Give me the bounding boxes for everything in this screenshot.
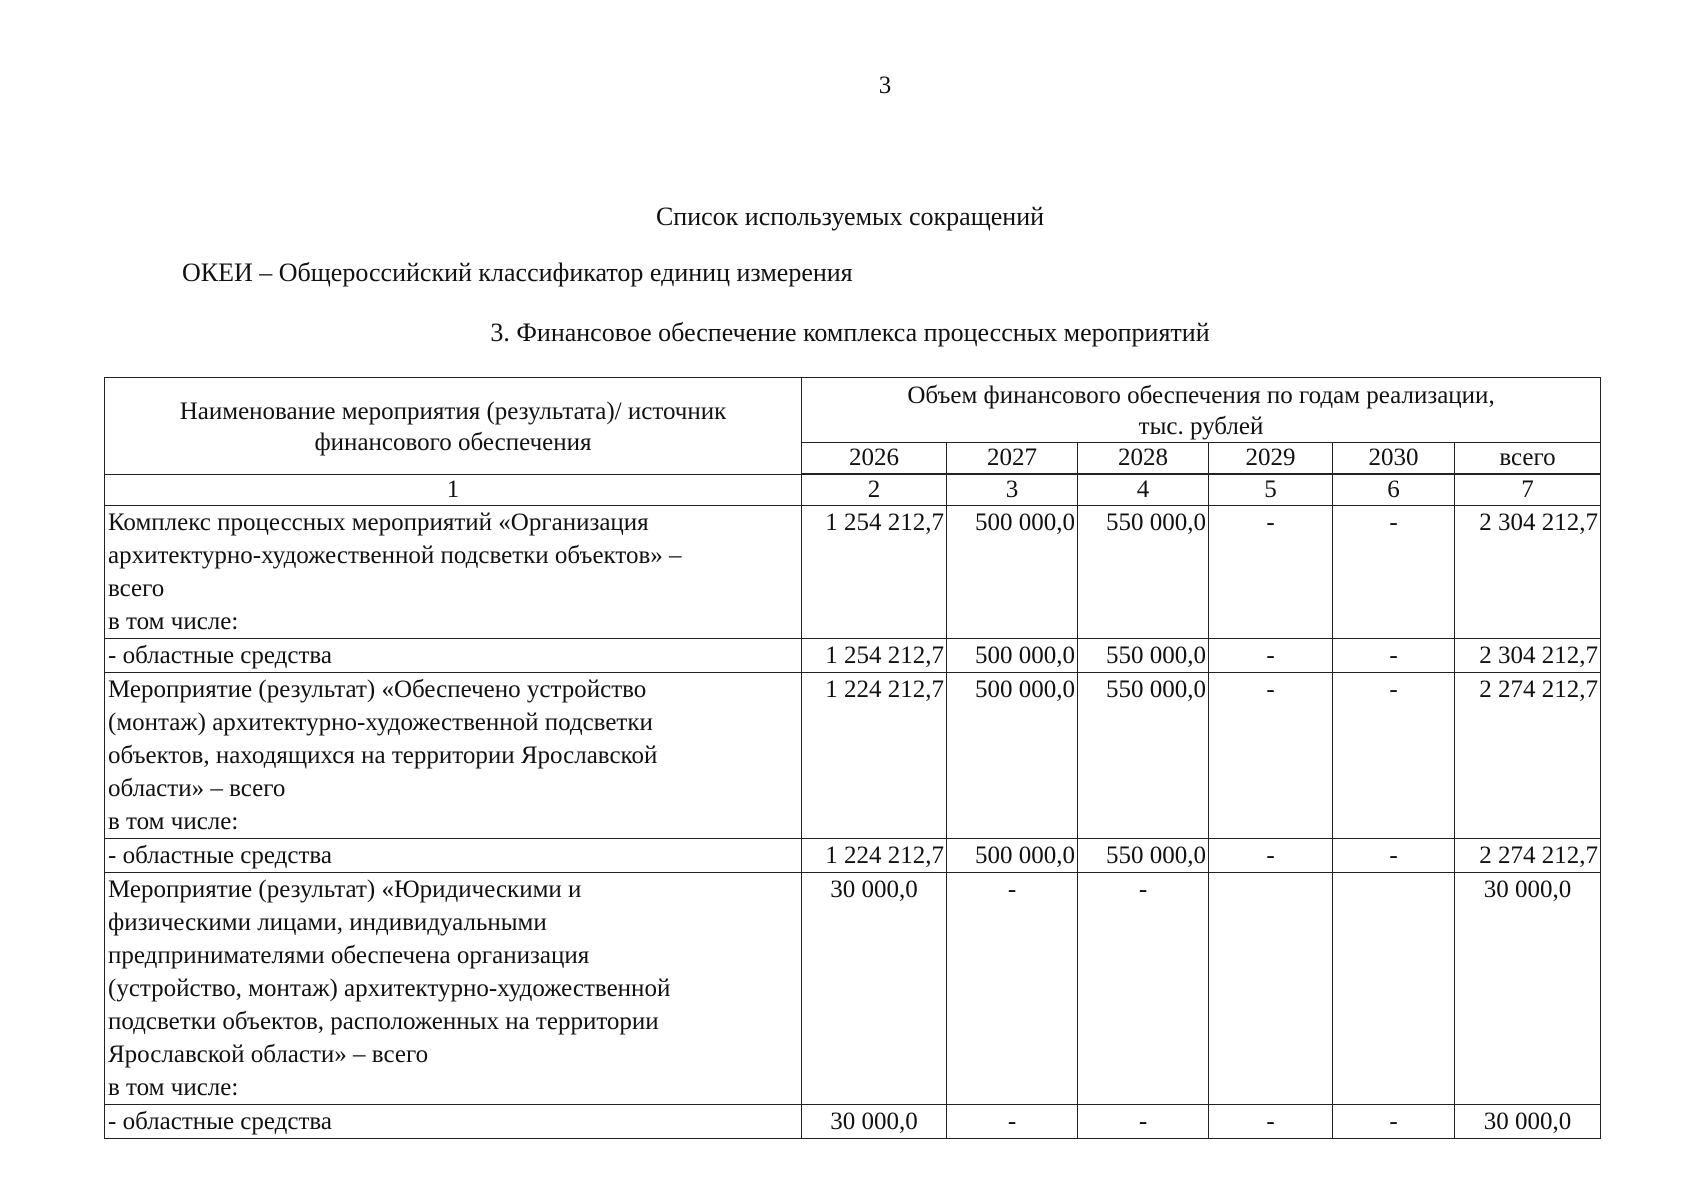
value-2030: -: [1333, 673, 1455, 839]
year-2027: 2027: [947, 443, 1078, 475]
year-2030: 2030: [1333, 443, 1455, 475]
value-2030: -: [1333, 639, 1455, 673]
row-name: - областные средства: [105, 1105, 802, 1139]
value-2029: [1209, 873, 1333, 1105]
column-number: 2: [802, 474, 947, 506]
financing-table: [104, 377, 1601, 1139]
value-total: 2 304 212,7: [1455, 639, 1601, 673]
column-number: 7: [1455, 474, 1601, 506]
abbreviation-okei: ОКЕИ – Общероссийский классификатор единиц измерения: [182, 258, 853, 287]
abbreviations-heading: Список используемых сокращений: [655, 202, 1045, 231]
table-row: [105, 873, 1601, 1105]
value-2028: 550 000,0: [1078, 506, 1209, 639]
value-2030: [1333, 873, 1455, 1105]
value-2029: -: [1209, 639, 1333, 673]
column-number: 5: [1209, 474, 1333, 506]
value-2026: 30 000,0: [802, 873, 947, 1105]
column-number: 6: [1333, 474, 1455, 506]
year-total: всего: [1455, 443, 1601, 475]
row-name: Комплекс процессных мероприятий «Организация архитектурно-художественной подсветки объектов» – всего в том числе:: [105, 506, 802, 639]
value-2029: -: [1209, 506, 1333, 639]
value-total: 2 304 212,7: [1455, 506, 1601, 639]
table-row: [105, 506, 1601, 639]
header-volume-cell: Объем финансового обеспечения по годам реализации, тыс. рублей: [802, 378, 1601, 443]
value-2030: -: [1333, 506, 1455, 639]
value-2029: -: [1209, 1105, 1333, 1139]
value-2030: -: [1333, 839, 1455, 873]
value-2026: 1 224 212,7: [802, 673, 947, 839]
value-2030: -: [1333, 1105, 1455, 1139]
section-title: 3. Финансовое обеспечение комплекса процессных мероприятий: [490, 318, 1210, 347]
column-number: 3: [947, 474, 1078, 506]
value-2026: 1 254 212,7: [802, 506, 947, 639]
row-name: - областные средства: [105, 839, 802, 873]
table-row: [105, 1105, 1601, 1139]
year-2029: 2029: [1209, 443, 1333, 475]
table-row: [105, 673, 1601, 839]
year-2028: 2028: [1078, 443, 1209, 475]
value-2027: 500 000,0: [947, 839, 1078, 873]
value-2028: -: [1078, 873, 1209, 1105]
value-2026: 30 000,0: [802, 1105, 947, 1139]
value-2029: -: [1209, 839, 1333, 873]
value-2028: 550 000,0: [1078, 839, 1209, 873]
value-total: 30 000,0: [1455, 873, 1601, 1105]
year-2026: 2026: [802, 443, 947, 475]
table-header-row: [105, 378, 1601, 443]
table-row: [105, 639, 1601, 673]
value-2027: 500 000,0: [947, 673, 1078, 839]
row-name: Мероприятие (результат) «Обеспечено устройство (монтаж) архитектурно-художественной подсветки объектов, находящихся на территории Ярославской области» – всего в том числе:: [105, 673, 802, 839]
value-2027: 500 000,0: [947, 639, 1078, 673]
value-total: 30 000,0: [1455, 1105, 1601, 1139]
page-number: 3: [878, 72, 892, 99]
value-total: 2 274 212,7: [1455, 839, 1601, 873]
column-number: 1: [105, 474, 802, 506]
row-name: Мероприятие (результат) «Юридическими и физическими лицами, индивидуальными предпринимателями обеспечена организация (устройство, монтаж) архитектурно-художественной подсветки объектов, расположенных на территории Ярославской области» – всего в том числе:: [105, 873, 802, 1105]
value-2026: 1 224 212,7: [802, 839, 947, 873]
column-number: 4: [1078, 474, 1209, 506]
value-2028: 550 000,0: [1078, 639, 1209, 673]
value-2026: 1 254 212,7: [802, 639, 947, 673]
value-2029: -: [1209, 673, 1333, 839]
value-total: 2 274 212,7: [1455, 673, 1601, 839]
value-2028: 550 000,0: [1078, 673, 1209, 839]
value-2027: 500 000,0: [947, 506, 1078, 639]
table-row: [105, 839, 1601, 873]
value-2028: -: [1078, 1105, 1209, 1139]
value-2027: -: [947, 1105, 1078, 1139]
header-name-cell: Наименование мероприятия (результата)/ источник финансового обеспечения: [105, 378, 802, 475]
column-numbers-row: [105, 474, 1601, 506]
value-2027: -: [947, 873, 1078, 1105]
row-name: - областные средства: [105, 639, 802, 673]
